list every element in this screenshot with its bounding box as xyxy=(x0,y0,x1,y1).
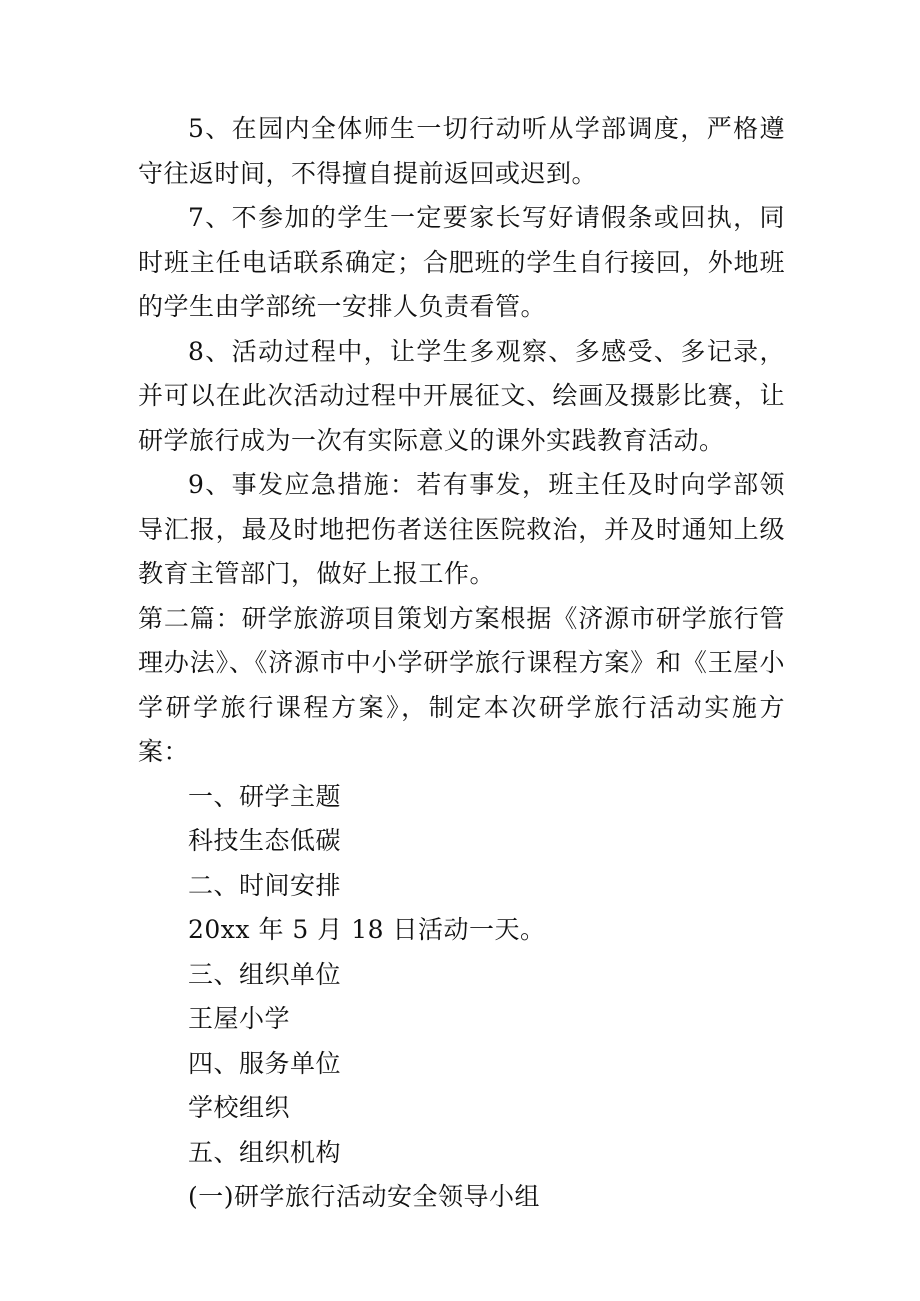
heading-safety-group: (一)研学旅行活动安全领导小组 xyxy=(188,1182,541,1211)
heading-organization: 五、组织机构 xyxy=(188,1137,342,1167)
document-body xyxy=(138,107,785,1220)
paragraph-item-5: 5、在园内全体师生一切行动听从学部调度，严格遵守往返时间，不得擅自提前返回或迟到。 xyxy=(138,114,785,188)
heading-theme: 一、研学主题 xyxy=(188,781,342,811)
heading-service: 四、服务单位 xyxy=(188,1048,342,1078)
text-service: 学校组织 xyxy=(188,1093,291,1122)
text-organizer: 王屋小学 xyxy=(188,1004,291,1033)
section-intro: 第二篇：研学旅游项目策划方案根据《济源市研学旅行管理办法》、《济源市中小学研学旅行课程方案》和《王屋小学研学旅行课程方案》，制定本次研学旅行活动实施方案： xyxy=(138,603,785,766)
text-schedule: 20xx 年 5 月 18 日活动一天。 xyxy=(188,915,546,944)
paragraph-item-8: 8、活动过程中，让学生多观察、多感受、多记录，并可以在此次活动过程中开展征文、绘画及摄影比赛，让研学旅行成为一次有实际意义的课外实践教育活动。 xyxy=(138,336,785,455)
text-theme: 科技生态低碳 xyxy=(188,826,342,855)
heading-organizer: 三、组织单位 xyxy=(188,959,342,989)
heading-schedule: 二、时间安排 xyxy=(188,870,342,900)
paragraph-item-7: 7、不参加的学生一定要家长写好请假条或回执，同时班主任电话联系确定；合肥班的学生自行接回，外地班的学生由学部统一安排人负责看管。 xyxy=(138,203,785,321)
paragraph-item-9: 9、事发应急措施：若有事发，班主任及时向学部领导汇报，最及时地把伤者送往医院救治，并及时通知上级教育主管部门，做好上报工作。 xyxy=(138,470,785,588)
